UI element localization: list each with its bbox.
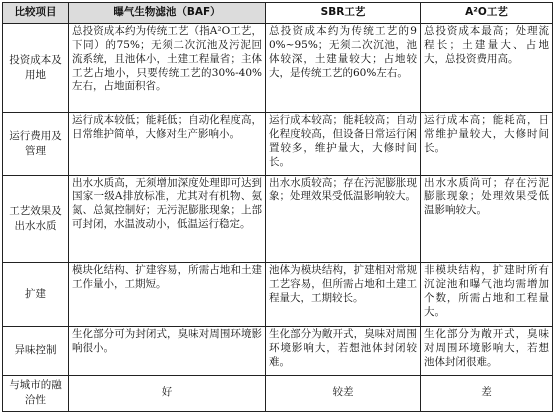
cell-sbr: 池体为模块结构，扩建相对常规工艺容易，但所需占地和土建工程量大，工期较长。 [266, 262, 421, 326]
cell-sbr: 生化部分为敞开式，臭味对周围环境影响大，若想池体封闭较难。 [266, 326, 421, 375]
cell-sbr: 出水水质较高；存在污泥膨胀现象；处理效果受低温影响较大。 [266, 175, 421, 262]
header-baf: 曝气生物滤池（BAF） [69, 3, 266, 24]
cell-a2o: 运行成本高；能耗高，日常维护量较大，大修时间长。 [421, 113, 553, 175]
table-row [3, 175, 553, 262]
header-row [3, 3, 553, 24]
comparison-table [2, 2, 553, 412]
cell-baf: 模块化结构、扩建容易，所需占地和土建工作量小，工期短。 [69, 262, 266, 326]
table-row [3, 113, 553, 175]
row-label: 异味控制 [3, 326, 69, 375]
table-row [3, 24, 553, 113]
row-label: 与城市的融洽性 [3, 375, 69, 411]
cell-sbr: 较差 [266, 375, 421, 411]
cell-baf: 运行成本较低；能耗低；自动化程度高，日常维护简单，大修对生产影响小。 [69, 113, 266, 175]
cell-baf: 好 [69, 375, 266, 411]
cell-a2o: 出水水质尚可；存在污泥膨胀现象；处理效果受低温影响较大。 [421, 175, 553, 262]
row-label: 扩建 [3, 262, 69, 326]
cell-sbr: 总投资成本约为传统工艺的90%~95%；无须二次沉池，池体较深，土建量较大；占地较大，是传统工艺的60%左右。 [266, 24, 421, 113]
cell-a2o: 非模块结构，扩建时所有沉淀池和曝气池均需增加个数，所需占地和工程量大。 [421, 262, 553, 326]
row-label: 运行费用及管理 [3, 113, 69, 175]
table-row [3, 326, 553, 375]
cell-a2o: 生化部分为敞开式，臭味对周围环境影响大，若想池体封闭很难。 [421, 326, 553, 375]
cell-baf: 生化部分可为封闭式，臭味对周围环境影响很小。 [69, 326, 266, 375]
cell-baf: 出水水质高，无须增加深度处理即可达到国家一级A排放标准，尤其对有机物、氨氮、总氮控制好；无污泥膨胀现象；上部可封闭，水温波动小，低温运行稳定。 [69, 175, 266, 262]
cell-sbr: 运行成本较高；能耗较高；自动化程度较高，但设备日常运行闲置较多，维护量大，大修时间长。 [266, 113, 421, 175]
table-row [3, 262, 553, 326]
header-item: 比较项目 [3, 3, 69, 24]
cell-baf: 总投资成本约为传统工艺（指A²O工艺，下同）的75%；无须二次沉池及污泥回流系统，且池体小，土建工程量省；主体工艺占地小，只要传统工艺的30%-40%左右，占地面积省。 [69, 24, 266, 113]
row-label: 工艺效果及出水水质 [3, 175, 69, 262]
header-sbr: SBR工艺 [266, 3, 421, 24]
table-row [3, 375, 553, 411]
header-a2o: A²O工艺 [421, 3, 553, 24]
cell-a2o: 差 [421, 375, 553, 411]
cell-a2o: 总投资成本最高；处理流程长；土建量大、占地大，总投资费用高。 [421, 24, 553, 113]
row-label: 投资成本及用地 [3, 24, 69, 113]
